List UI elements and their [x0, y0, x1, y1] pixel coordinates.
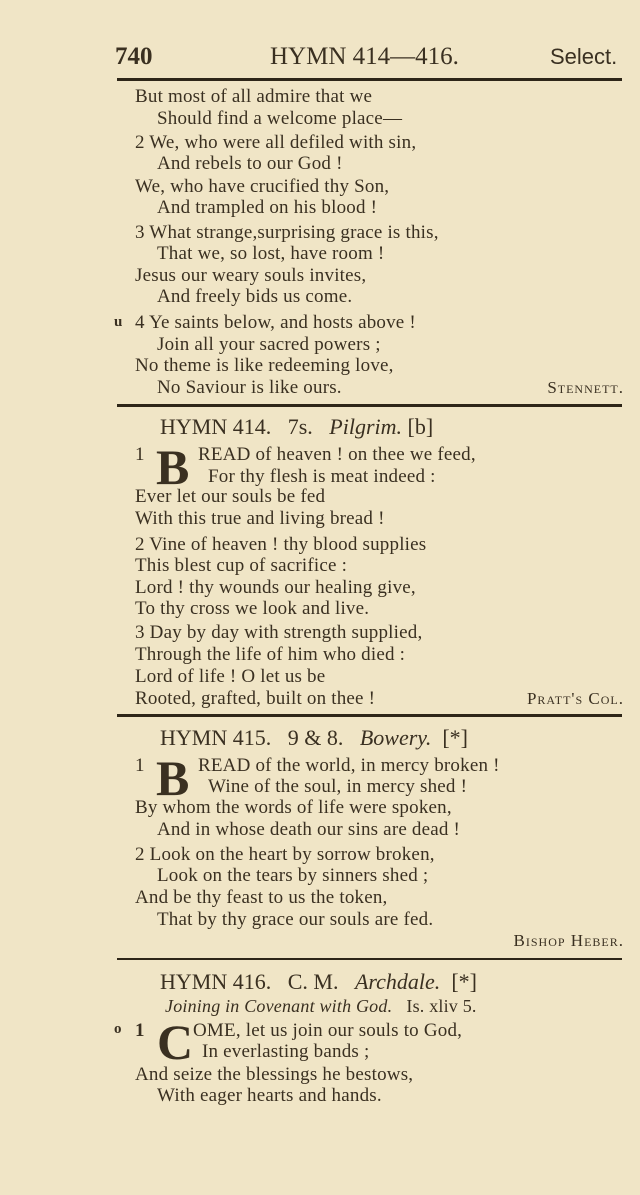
dynamics-marker: u	[114, 314, 123, 330]
drop-cap: C	[157, 1014, 194, 1070]
hymn-tune: Bowery.	[359, 725, 432, 750]
hymn-subtitle: Joining in Covenant with God.	[165, 996, 393, 1016]
verse-line: READ of the world, in mercy broken !	[198, 755, 500, 776]
verse-line: OME, let us join our souls to God,	[193, 1020, 463, 1041]
verse-line: But most of all admire that we	[135, 86, 373, 107]
verse-line: For thy flesh is meat indeed :	[208, 466, 436, 487]
author-attribution: Stennett.	[547, 378, 624, 397]
verse-line: And be thy feast to us the token,	[135, 887, 388, 908]
hymn-number: HYMN 414.	[160, 414, 272, 439]
hymn-mark: [b]	[407, 414, 434, 439]
verse-line: With eager hearts and hands.	[157, 1085, 382, 1106]
verse-line: Join all your sacred powers ;	[157, 334, 381, 355]
verse-number: 1	[135, 444, 145, 465]
verse-line: 4 Ye saints below, and hosts above !	[135, 312, 416, 333]
verse-line: And in whose death our sins are dead !	[157, 819, 461, 840]
verse-line: No Saviour is like ours.	[157, 377, 342, 398]
hymn-meter: 7s.	[287, 414, 313, 439]
verse-line: 3 What strange,surprising grace is this,	[135, 222, 439, 243]
verse-line: Look on the tears by sinners shed ;	[157, 865, 429, 886]
hymn-tune: Pilgrim.	[329, 414, 403, 439]
hymn-number: HYMN 415.	[160, 725, 272, 750]
verse-line: Lord of life ! O let us be	[135, 666, 326, 687]
drop-cap: B	[156, 750, 190, 806]
verse-line: Through the life of him who died :	[135, 644, 406, 665]
dynamics-marker: o	[114, 1021, 122, 1037]
verse-line: No theme is like redeeming love,	[135, 355, 394, 376]
hymn-meter: 9 & 8.	[287, 725, 344, 750]
verse-line: And trampled on his blood !	[157, 197, 378, 218]
verse-line: 3 Day by day with strength supplied,	[135, 622, 423, 643]
verse-line: Should find a welcome place—	[157, 108, 403, 129]
verse-line: 2 We, who were all defiled with sin,	[135, 132, 417, 153]
hymn-mark: [*]	[442, 725, 469, 750]
verse-line: READ of heaven ! on thee we feed,	[198, 444, 476, 465]
verse-number: 1	[135, 755, 145, 776]
verse-line: Jesus our weary souls invites,	[135, 265, 367, 286]
hymn-number: HYMN 416.	[160, 969, 272, 994]
hymn-meter: C. M.	[287, 969, 339, 994]
author-attribution: Pratt's Col.	[526, 689, 624, 708]
verse-line: 2 Look on the heart by sorrow broken,	[135, 844, 435, 865]
section-label: Select.	[550, 44, 618, 69]
section-rule	[117, 958, 622, 960]
verse-line: In everlasting bands ;	[202, 1041, 370, 1062]
page-number: 740	[115, 43, 153, 70]
hymn-mark: [*]	[451, 969, 477, 994]
section-rule	[117, 714, 622, 717]
verse-line: With this true and living bread !	[135, 508, 385, 529]
verse-number: 1	[135, 1020, 145, 1041]
verse-line: We, who have crucified thy Son,	[135, 176, 390, 197]
verse-line: This blest cup of sacrifice :	[135, 555, 348, 576]
verse-line: Rooted, grafted, built on thee !	[135, 688, 376, 709]
verse-line: And seize the blessings he bestows,	[135, 1064, 414, 1085]
section-rule	[117, 404, 622, 407]
author-attribution: Bishop Heber.	[513, 931, 624, 950]
verse-line: By whom the words of life were spoken,	[135, 797, 452, 818]
drop-cap: B	[156, 439, 190, 495]
verse-line: And freely bids us come.	[157, 286, 353, 307]
verse-line: 2 Vine of heaven ! thy blood supplies	[135, 534, 427, 555]
scripture-reference: Is. xliv 5.	[406, 996, 477, 1016]
verse-line: Wine of the soul, in mercy shed !	[208, 776, 468, 797]
verse-line: That we, so lost, have room !	[157, 243, 385, 264]
header-rule	[117, 78, 622, 81]
verse-line: To thy cross we look and live.	[135, 598, 370, 619]
verse-line: That by thy grace our souls are fed.	[157, 909, 434, 930]
verse-line: Ever let our souls be fed	[135, 486, 326, 507]
running-title: HYMN 414—416.	[270, 43, 459, 70]
verse-line: And rebels to our God !	[157, 153, 343, 174]
verse-line: Lord ! thy wounds our healing give,	[135, 577, 416, 598]
hymn-tune: Archdale.	[354, 969, 441, 994]
